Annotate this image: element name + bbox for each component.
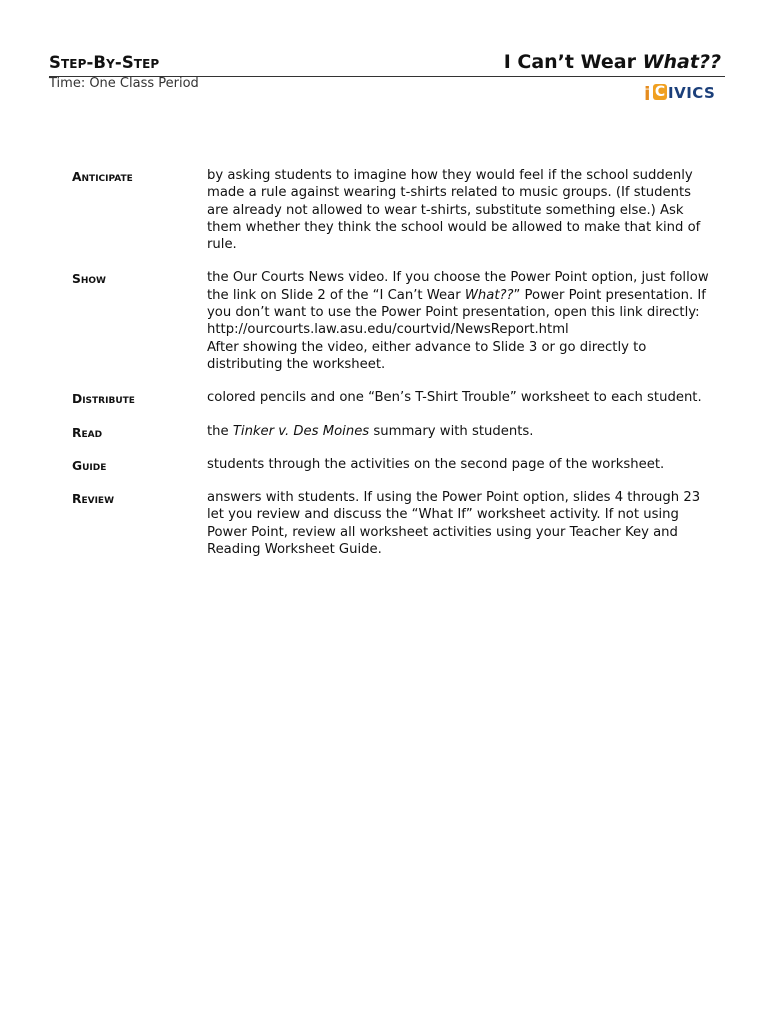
icivics-logo [644, 84, 726, 104]
step-label: Distribute [72, 392, 135, 407]
lesson-title-prefix: I Can’t Wear [503, 51, 643, 73]
step-distribute [72, 389, 712, 406]
step-label: Guide [72, 458, 107, 473]
time-line: Time: One Class Period [49, 76, 199, 91]
step-text-part: the Our Courts News video. If you choose the Power Point option, just follow the link on Slide 2 of the “I Can’t Wear [207, 270, 709, 303]
step-label: Read [72, 425, 103, 440]
step-text: students through the activities on the second page of the worksheet. [207, 456, 665, 472]
step-label: Show [72, 272, 106, 287]
step-text-part: After showing the video, either advance to Slide 3 or go directly to distributing the worksheet. [207, 339, 647, 372]
logo-c: C [654, 84, 666, 100]
step-text [207, 423, 712, 440]
step-text: colored pencils and one “Ben’s T-Shirt Trouble” worksheet to each student. [207, 390, 702, 406]
logo-i: i [644, 83, 651, 105]
page-header [49, 52, 725, 77]
step-text: by asking students to imagine how they would feel if the school suddenly made a rule against wearing t-shirts related to music groups. (If students are already not allowed to wear t-shirts, substitute something else.) Ask them whether they think the school would be allowed to make that kind of rule. [207, 168, 701, 253]
step-text-emphasis: What?? [464, 287, 514, 303]
step-show [72, 269, 712, 373]
step-label: Anticipate [72, 170, 133, 184]
step-text-part: summary with students. [369, 423, 534, 439]
lesson-title [504, 51, 721, 73]
step-anticipate [72, 167, 712, 253]
steps-list [72, 167, 712, 574]
step-text-emphasis: Tinker v. Des Moines [232, 423, 370, 439]
step-text [207, 269, 712, 373]
step-text: answers with students. If using the Power Point option, slides 4 through 23 let you review and discuss the “What If” worksheet activity. If not using Power Point, review all worksheet activities using your Teacher Key and Reading Worksheet Guide. [207, 490, 701, 558]
step-text-part: the [207, 423, 233, 439]
step-label: Review [72, 492, 115, 507]
step-text-part: ” Power Point presentation. If you don’t want to use the Power Point presentation, open this link directly: [207, 287, 706, 321]
step-read [72, 423, 712, 440]
step-review [72, 489, 712, 558]
video-link[interactable]: http://ourcourts.law.asu.edu/courtvid/NewsReport.html [207, 322, 569, 338]
logo-text: IVICS [668, 84, 716, 102]
step-guide [72, 456, 712, 473]
lesson-title-emphasis: What?? [642, 51, 721, 73]
section-title: Step-By-Step [49, 53, 160, 72]
